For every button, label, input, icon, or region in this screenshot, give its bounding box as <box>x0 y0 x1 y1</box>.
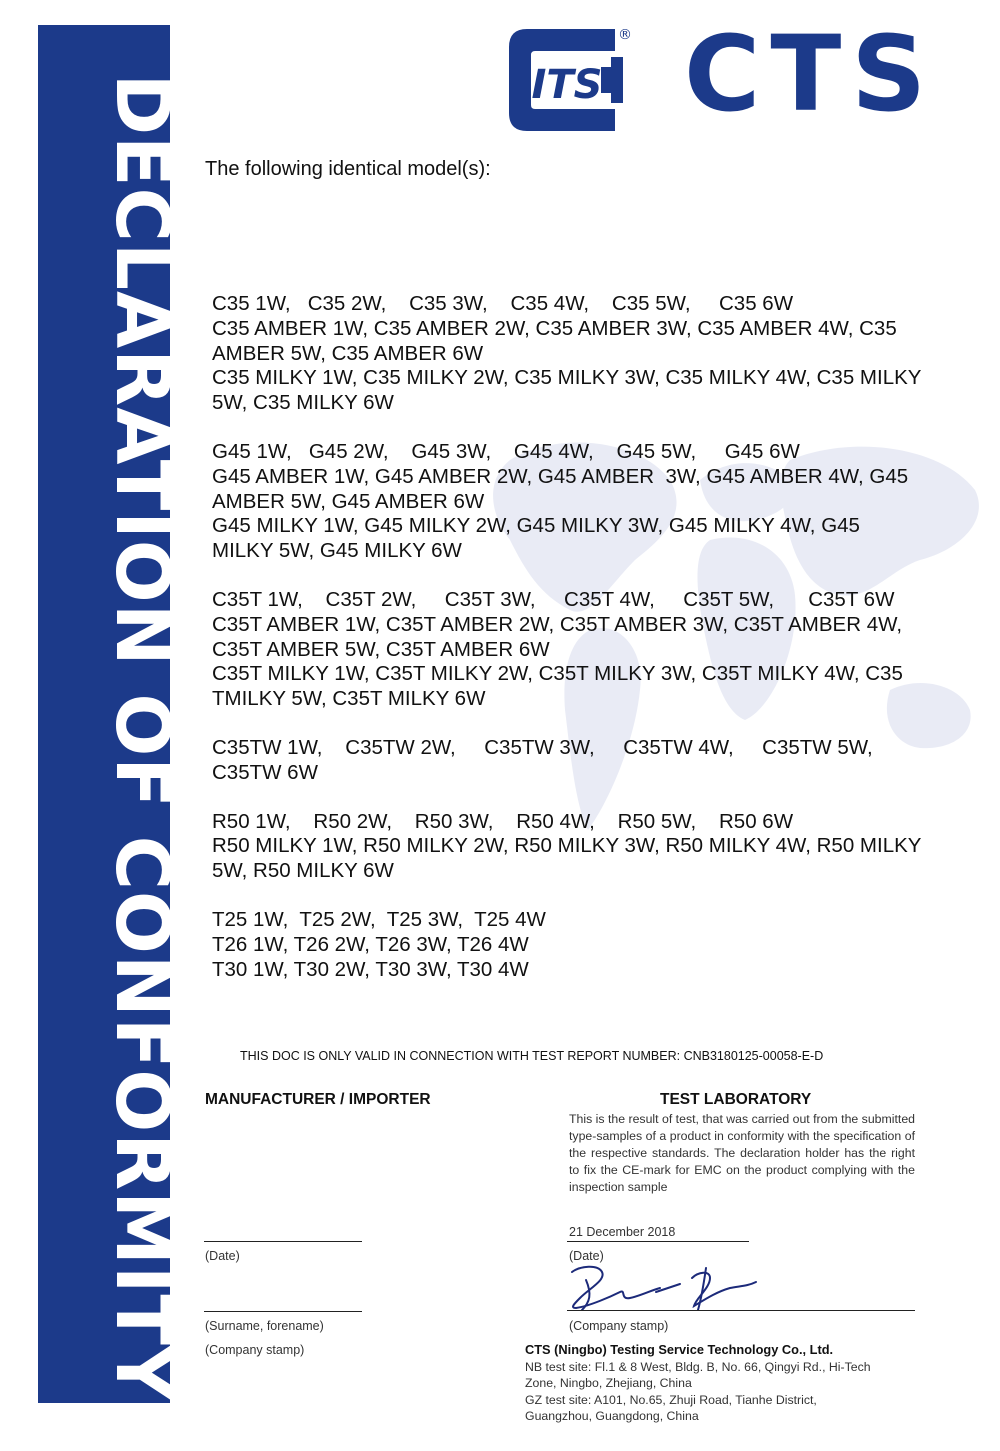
model-line: C35T 1W, C35T 2W, C35T 3W, C35T 4W, C35T 5W, C35T 6W <box>212 587 895 611</box>
mfr-name-line <box>204 1311 362 1312</box>
model-line: R50 MILKY 1W, R50 MILKY 2W, R50 MILKY 3W, R50 MILKY 4W, R50 MILKY <box>212 834 922 858</box>
cts-logo-mark <box>505 23 633 135</box>
model-line: C35 AMBER 1W, C35 AMBER 2W, C35 AMBER 3W, C35 AMBER 4W, C35 <box>212 316 897 340</box>
model-line: G45 1W, G45 2W, G45 3W, G45 4W, G45 5W, G45 6W <box>212 439 800 463</box>
model-line: TMILKY 5W, C35T MILKY 6W <box>212 687 486 711</box>
model-group-c35 <box>212 292 942 416</box>
lab-date-value: 21 December 2018 <box>569 1225 676 1239</box>
model-line: G45 AMBER 1W, G45 AMBER 2W, G45 AMBER 3W, G45 AMBER 4W, G45 <box>212 464 909 488</box>
registered-mark: ® <box>618 27 632 43</box>
model-line: T30 1W, T30 2W, T30 3W, T30 4W <box>212 957 529 981</box>
model-group-c35tw <box>212 736 942 786</box>
lab-date-line <box>567 1241 749 1242</box>
model-line: MILKY 5W, G45 MILKY 6W <box>212 539 462 563</box>
mfr-date-line <box>204 1241 362 1242</box>
model-line: C35TW 6W <box>212 760 318 784</box>
lab-date-label: (Date) <box>569 1249 604 1263</box>
model-line: 5W, C35 MILKY 6W <box>212 391 394 415</box>
cts-logo-word: CTS <box>684 13 937 135</box>
address-line: Guangzhou, Guangdong, China <box>525 1409 699 1423</box>
validity-note: THIS DOC IS ONLY VALID IN CONNECTION WITH TEST REPORT NUMBER: CNB3180125-00058-E-D <box>240 1049 824 1063</box>
address-line: GZ test site: A101, No.65, Zhuji Road, Tianhe District, <box>525 1392 817 1407</box>
logo-mark-text: ITS <box>531 62 603 108</box>
model-list <box>212 292 942 1006</box>
mfr-stamp-label: (Company stamp) <box>205 1343 305 1357</box>
lab-statement: This is the result of test, that was carried out from the submitted type-samples of a product in conformity with the specification of the respective standards. The declaration holder has the right to fix the CE-mark for EMC on the product complying with the inspection sample <box>569 1112 915 1194</box>
model-line: C35T MILKY 1W, C35T MILKY 2W, C35T MILKY 3W, C35T MILKY 4W, C35 <box>212 662 903 686</box>
lab-stamp-label: (Company stamp) <box>569 1319 669 1333</box>
intro-text: The following identical model(s): <box>205 158 491 180</box>
sidebar-banner <box>38 25 185 1403</box>
signature-image <box>560 1258 770 1314</box>
manufacturer-heading: MANUFACTURER / IMPORTER <box>205 1091 431 1108</box>
mfr-name-label: (Surname, forename) <box>205 1319 324 1333</box>
model-group-c35t <box>212 588 942 712</box>
company-block <box>525 1342 945 1425</box>
model-group-t <box>212 908 942 982</box>
model-line: C35T AMBER 5W, C35T AMBER 6W <box>212 637 550 661</box>
model-line: T26 1W, T26 2W, T26 3W, T26 4W <box>212 932 529 956</box>
model-line: T25 1W, T25 2W, T25 3W, T25 4W <box>212 907 546 931</box>
address-line: NB test site: Fl.1 & 8 West, Bldg. B, No. 66, Qingyi Rd., Hi-Tech <box>525 1359 871 1374</box>
lab-heading: TEST LABORATORY <box>660 1091 812 1108</box>
model-line: C35T AMBER 1W, C35T AMBER 2W, C35T AMBER 3W, C35T AMBER 4W, <box>212 612 903 636</box>
model-group-r50 <box>212 810 942 884</box>
model-line: AMBER 5W, C35 AMBER 6W <box>212 341 484 365</box>
model-line: C35 1W, C35 2W, C35 3W, C35 4W, C35 5W, C35 6W <box>212 292 794 315</box>
model-line: C35TW 1W, C35TW 2W, C35TW 3W, C35TW 4W, C35TW 5W, <box>212 735 873 759</box>
declaration-title: DECLARATION OF CONFORMITY <box>99 73 185 1401</box>
model-line: G45 MILKY 1W, G45 MILKY 2W, G45 MILKY 3W, G45 MILKY 4W, G45 <box>212 514 860 538</box>
model-group-g45 <box>212 440 942 564</box>
model-line: R50 1W, R50 2W, R50 3W, R50 4W, R50 5W, R50 6W <box>212 809 794 833</box>
model-line: C35 MILKY 1W, C35 MILKY 2W, C35 MILKY 3W, C35 MILKY 4W, C35 MILKY <box>212 366 922 390</box>
lab-stamp-line <box>567 1310 915 1311</box>
model-line: AMBER 5W, G45 AMBER 6W <box>212 489 485 513</box>
mfr-date-label: (Date) <box>205 1249 240 1263</box>
company-name: CTS (Ningbo) Testing Service Technology Co., Ltd. <box>525 1342 834 1357</box>
model-line: 5W, R50 MILKY 6W <box>212 859 394 883</box>
address-line: Zone, Ningbo, Zhejiang, China <box>525 1376 692 1390</box>
